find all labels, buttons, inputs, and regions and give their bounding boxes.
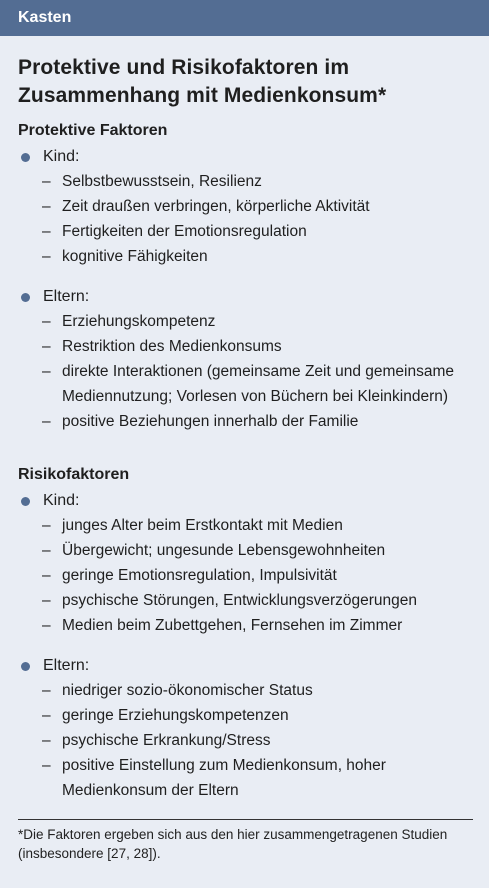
list-item [42, 753, 473, 803]
dash-icon: – [42, 707, 51, 724]
list-item-text: positive Einstellung zum Medienkonsum, hoher Medienkonsum der Eltern [62, 757, 386, 799]
list-item-text: geringe Emotionsregulation, Impulsivität [62, 567, 337, 584]
list-item [42, 169, 473, 194]
risk-heading: Risikofaktoren [18, 466, 130, 483]
dash-icon: – [42, 198, 51, 215]
list-item-text: psychische Störungen, Entwicklungsverzögerungen [62, 592, 417, 609]
dash-icon: – [42, 567, 51, 584]
group-label: Kind: [43, 492, 80, 509]
protective-heading: Protektive Faktoren [18, 122, 168, 139]
list-item [42, 678, 473, 703]
list-item-text: psychische Erkrankung/Stress [62, 732, 271, 749]
list-item-text: positive Beziehungen innerhalb der Familie [62, 413, 359, 430]
list-item-text: junges Alter beim Erstkontakt mit Medien [62, 517, 343, 534]
list-item [42, 513, 473, 538]
dash-icon: – [42, 682, 51, 699]
dash-icon: – [42, 732, 51, 749]
dash-icon: – [42, 363, 51, 380]
list-item [42, 613, 473, 638]
footnote: *Die Faktoren ergeben sich aus den hier zusammengetragenen Studien (insbesondere [27, 28]). [18, 827, 448, 861]
list-item-text: Zeit draußen verbringen, körperliche Aktivität [62, 198, 370, 215]
box-title: Protektive und Risikofaktoren im Zusammenhang mit Medienkonsum* [18, 56, 387, 107]
group-label: Kind: [43, 148, 80, 165]
box-content [0, 36, 489, 803]
list-item-text: Medien beim Zubettgehen, Fernsehen im Zimmer [62, 617, 403, 634]
dash-icon: – [42, 517, 51, 534]
list-item [42, 703, 473, 728]
dash-icon: – [42, 617, 51, 634]
dash-icon: – [42, 542, 51, 559]
dash-icon: – [42, 313, 51, 330]
list-item-text: Selbstbewusstsein, Resilienz [62, 173, 262, 190]
list-item [42, 563, 473, 588]
risk-eltern-group [18, 654, 473, 803]
list-item [42, 309, 473, 334]
list-item [42, 359, 473, 409]
list-item-text: kognitive Fähigkeiten [62, 248, 208, 265]
list-item [42, 194, 473, 219]
list-item [42, 409, 473, 434]
list-item-text: Restriktion des Medienkonsums [62, 338, 282, 355]
list-item-text: Übergewicht; ungesunde Lebensgewohnheiten [62, 542, 386, 559]
list-item-text: geringe Erziehungskompetenzen [62, 707, 289, 724]
list-item [42, 728, 473, 753]
dash-icon: – [42, 757, 51, 774]
bullet-icon [21, 153, 30, 162]
dash-icon: – [42, 248, 51, 265]
bullet-icon [21, 293, 30, 302]
item-list [18, 513, 473, 638]
dash-icon: – [42, 338, 51, 355]
dash-icon: – [42, 173, 51, 190]
box-header: Kasten [0, 0, 489, 36]
bullet-icon [21, 662, 30, 671]
list-item-text: direkte Interaktionen (gemeinsame Zeit und gemeinsame Mediennutzung; Vorlesen von Büchern bei Kleinkindern) [62, 363, 455, 405]
item-list [18, 678, 473, 803]
bullet-icon [21, 497, 30, 506]
dash-icon: – [42, 592, 51, 609]
protective-eltern-group [18, 285, 473, 434]
group-label: Eltern: [43, 288, 90, 305]
list-item-text: Fertigkeiten der Emotionsregulation [62, 223, 307, 240]
list-item [42, 219, 473, 244]
item-list [18, 169, 473, 269]
group-label: Eltern: [43, 657, 90, 674]
list-item [42, 588, 473, 613]
list-item [42, 244, 473, 269]
dash-icon: – [42, 223, 51, 240]
list-item [42, 538, 473, 563]
risk-kind-group [18, 489, 473, 638]
list-item-text: Erziehungskompetenz [62, 313, 216, 330]
list-item [42, 334, 473, 359]
protective-kind-group [18, 145, 473, 269]
dash-icon: – [42, 413, 51, 430]
item-list [18, 309, 473, 434]
list-item-text: niedriger sozio-ökonomischer Status [62, 682, 313, 699]
